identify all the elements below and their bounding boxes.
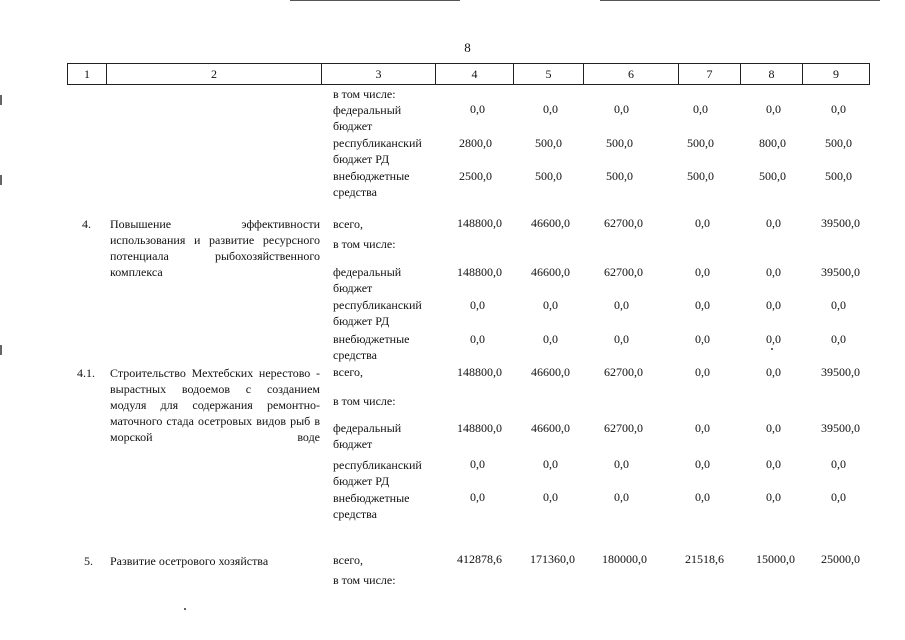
row-label: в том числе:: [333, 394, 396, 408]
row-values: [0, 331, 905, 347]
value-cell: 0,0: [766, 265, 781, 279]
value-cell: 500,0: [687, 169, 714, 183]
value-cell: 15000,0: [756, 552, 795, 566]
value-cell: 0,0: [831, 490, 846, 504]
value-cell: 0,0: [766, 332, 781, 346]
value-cell: 2500,0: [459, 169, 492, 183]
value-cell: 500,0: [606, 136, 633, 150]
value-cell: 500,0: [759, 169, 786, 183]
row-label: внебюджетные средства: [333, 332, 410, 362]
value-cell: 0,0: [766, 102, 781, 116]
row-values: [0, 135, 905, 151]
value-cell: 412878,6: [457, 552, 502, 566]
value-cell: 0,0: [831, 332, 846, 346]
value-cell: 62700,0: [604, 265, 643, 279]
value-cell: 0,0: [695, 457, 710, 471]
header-col-2: 2: [106, 64, 321, 84]
section-number: 4.: [82, 217, 91, 231]
value-cell: 39500,0: [821, 216, 860, 230]
row-label: внебюджетные средства: [333, 491, 410, 521]
row-values: [0, 551, 905, 567]
value-cell: 0,0: [695, 332, 710, 346]
row-values: [0, 456, 905, 472]
value-cell: 148800,0: [457, 365, 502, 379]
value-cell: 0,0: [543, 457, 558, 471]
row-values: [0, 297, 905, 313]
header-col-3: 3: [321, 64, 435, 84]
row-values: [0, 264, 905, 280]
value-cell: 0,0: [766, 490, 781, 504]
value-cell: 0,0: [470, 102, 485, 116]
section-number: 5.: [84, 554, 93, 568]
row-values: [0, 215, 905, 231]
value-cell: 0,0: [695, 265, 710, 279]
row-values: [0, 101, 905, 117]
header-col-5: 5: [513, 64, 583, 84]
value-cell: 500,0: [687, 136, 714, 150]
value-cell: 180000,0: [602, 552, 647, 566]
header-col-4: 4: [435, 64, 513, 84]
value-cell: 46600,0: [531, 216, 570, 230]
value-cell: 800,0: [759, 136, 786, 150]
value-cell: 0,0: [470, 298, 485, 312]
row-label: в том числе:: [333, 87, 396, 101]
value-cell: 0,0: [614, 332, 629, 346]
value-cell: 0,0: [543, 332, 558, 346]
value-cell: 500,0: [606, 169, 633, 183]
scan-speck: [184, 608, 186, 610]
value-cell: 148800,0: [457, 216, 502, 230]
value-cell: 500,0: [535, 169, 562, 183]
value-cell: 0,0: [831, 457, 846, 471]
scan-top-edge-right: [600, 0, 880, 1]
value-cell: 21518,6: [685, 552, 724, 566]
row-label: всего,: [333, 217, 364, 231]
value-cell: 0,0: [470, 490, 485, 504]
value-cell: 39500,0: [821, 365, 860, 379]
value-cell: 2800,0: [459, 136, 492, 150]
value-cell: 0,0: [543, 102, 558, 116]
value-cell: 0,0: [470, 457, 485, 471]
value-cell: 62700,0: [604, 216, 643, 230]
row-label: в том числе:: [333, 237, 396, 251]
value-cell: 0,0: [695, 365, 710, 379]
value-cell: 0,0: [766, 365, 781, 379]
value-cell: 39500,0: [821, 421, 860, 435]
header-col-9: 9: [802, 64, 870, 84]
value-cell: 0,0: [831, 102, 846, 116]
value-cell: 0,0: [543, 490, 558, 504]
value-cell: 39500,0: [821, 265, 860, 279]
value-cell: 0,0: [695, 298, 710, 312]
section-number: 4.1.: [77, 366, 95, 380]
header-col-1: 1: [67, 64, 106, 84]
row-label: федеральный бюджет: [333, 421, 402, 451]
scan-speck: [771, 348, 773, 350]
header-col-7: 7: [678, 64, 740, 84]
value-cell: 0,0: [614, 457, 629, 471]
section-title: Строительство Мехтебских нерестово - вырастных водоемов с созданием модуля для содержания ремонтно-маточного стада осетровых видов рыб в морской воде: [110, 366, 320, 444]
row-label: республиканский бюджет РД: [333, 458, 422, 488]
header-col-6: 6: [583, 64, 678, 84]
row-label: республиканский бюджет РД: [333, 136, 422, 166]
value-cell: 0,0: [766, 298, 781, 312]
value-cell: 171360,0: [530, 552, 575, 566]
value-cell: 0,0: [695, 421, 710, 435]
row-label: в том числе:: [333, 573, 396, 587]
value-cell: 0,0: [614, 298, 629, 312]
scan-top-edge-left: [290, 0, 460, 1]
value-cell: 148800,0: [457, 421, 502, 435]
value-cell: 0,0: [470, 332, 485, 346]
row-label: всего,: [333, 553, 364, 567]
value-cell: 0,0: [614, 490, 629, 504]
row-label: федеральный бюджет: [333, 265, 402, 295]
section-title: Повышение эффективности использования и развитие ресурсного потенциала рыбохозяйственного комплекса: [110, 217, 320, 279]
row-values: [0, 489, 905, 505]
value-cell: 46600,0: [531, 365, 570, 379]
value-cell: 0,0: [695, 216, 710, 230]
value-cell: 25000,0: [821, 552, 860, 566]
value-cell: 62700,0: [604, 421, 643, 435]
value-cell: 0,0: [831, 298, 846, 312]
value-cell: 0,0: [766, 421, 781, 435]
value-cell: 500,0: [535, 136, 562, 150]
page-number: 8: [464, 40, 471, 55]
value-cell: 0,0: [766, 457, 781, 471]
value-cell: 148800,0: [457, 265, 502, 279]
section-title: Развитие осетрового хозяйства: [110, 554, 269, 568]
value-cell: 0,0: [614, 102, 629, 116]
table-header-row: [67, 63, 870, 85]
header-col-8: 8: [740, 64, 802, 84]
value-cell: 0,0: [543, 298, 558, 312]
value-cell: 46600,0: [531, 265, 570, 279]
row-label: всего,: [333, 365, 364, 379]
row-values: [0, 168, 905, 184]
value-cell: 0,0: [766, 216, 781, 230]
row-label: республиканский бюджет РД: [333, 298, 422, 328]
row-values: [0, 420, 905, 436]
row-label: федеральный бюджет: [333, 103, 402, 133]
value-cell: 500,0: [825, 136, 852, 150]
value-cell: 0,0: [695, 490, 710, 504]
value-cell: 0,0: [693, 102, 708, 116]
value-cell: 46600,0: [531, 421, 570, 435]
value-cell: 62700,0: [604, 365, 643, 379]
value-cell: 500,0: [825, 169, 852, 183]
row-values: [0, 364, 905, 380]
row-label: внебюджетные средства: [333, 169, 410, 199]
